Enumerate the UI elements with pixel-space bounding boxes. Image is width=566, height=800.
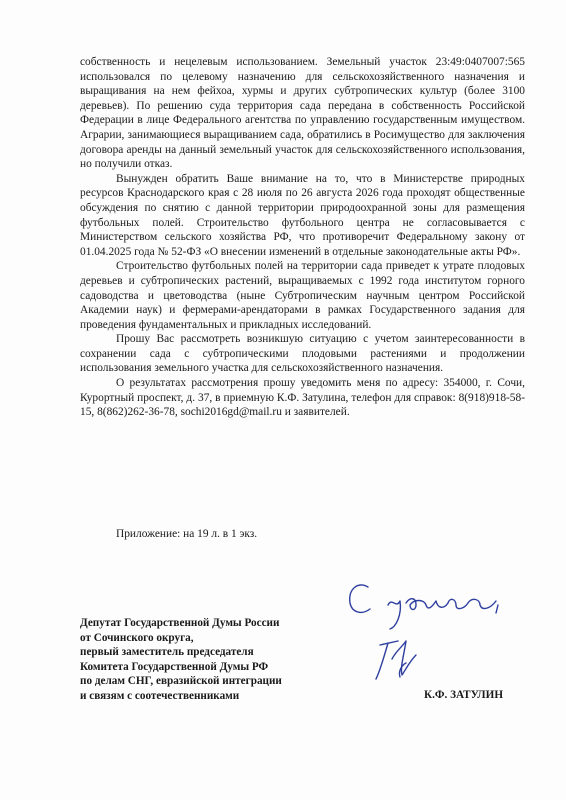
paragraph-football-fields: Строительство футбольных полей на территории сада приведет к утрате плодовых деревьев и субтропических растений, выращиваемых с 1992 года институтом горного садоводства и цветоводства (ныне Субтропическим научным центром Российской Академии наук) и фермерами-арендаторами в рамках Государственного задания для проведения фундаментальных и прикладных исследований. <box>80 260 525 331</box>
signer-title-line: по делам СНГ, евразийской интеграции <box>80 675 282 688</box>
handwritten-signature <box>340 575 530 695</box>
letter-body <box>80 55 525 420</box>
signer-title-line: от Сочинского округа, <box>80 631 194 644</box>
signer-name: К.Ф. ЗАТУЛИН <box>424 689 504 701</box>
signer-title-line: Комитета Государственной Думы РФ <box>80 660 269 673</box>
attachment-note: Приложение: на 19 л. в 1 экз. <box>116 528 258 540</box>
signer-title-line: и связям с соотечественниками <box>80 689 240 702</box>
paragraph-contact: О результатах рассмотрения прошу уведомить меня по адресу: 354000, г. Сочи, Курортный проспект, д. 37, в приемную К.Ф. Затулина, телефон для справок: 8(918)918-58-15, 8(862)262-36-78, sochi2016gd@mail.ru и заявителей. <box>80 377 525 419</box>
signer-title-block <box>80 616 340 704</box>
paragraph-public-hearings: Вынужден обратить Ваше внимание на то, что в Министерстве природных ресурсов Краснодарского края с 28 июля по 26 августа 2026 года проходят общественные обсуждения по снятию с данной территории природоохранной зоны для размещения футбольных полей. Строительство футбольного центра не согласовывается с Министерством сельского хозяйства РФ, что противоречит Федеральному закону от 01.04.2025 года № 52-ФЗ «О внесении изменений в отдельные законодательные акты РФ». <box>80 172 525 258</box>
paragraph-land-plot: собственность и нецелевым использованием. Земельный участок 23:49:0407007:565 использовался по целевому назначению для сельскохозяйственного назначения и выращивания на нем фейхоа, хурмы и других субтропических культур (более 3100 деревьев). По решению суда территория сада передана в собственность Российской Федерации в лице Федерального агентства по управлению государственным имуществом. Аграрии, занимающиеся выращиванием сада, обратились в Росимущество для заключения договора аренды на данный земельный участок для сельскохозяйственного использования, но получили отказ. <box>80 56 525 171</box>
signer-title-line: Депутат Государственной Думы России <box>80 617 280 629</box>
paragraph-request: Прошу Вас рассмотреть возникшую ситуацию с учетом заинтересованности в сохранении сада с субтропическими плодовыми растениями и продолжении использования земельного участка для сельскохозяйственного назначения. <box>80 333 525 375</box>
signer-title-line: первый заместитель председателя <box>80 646 254 659</box>
